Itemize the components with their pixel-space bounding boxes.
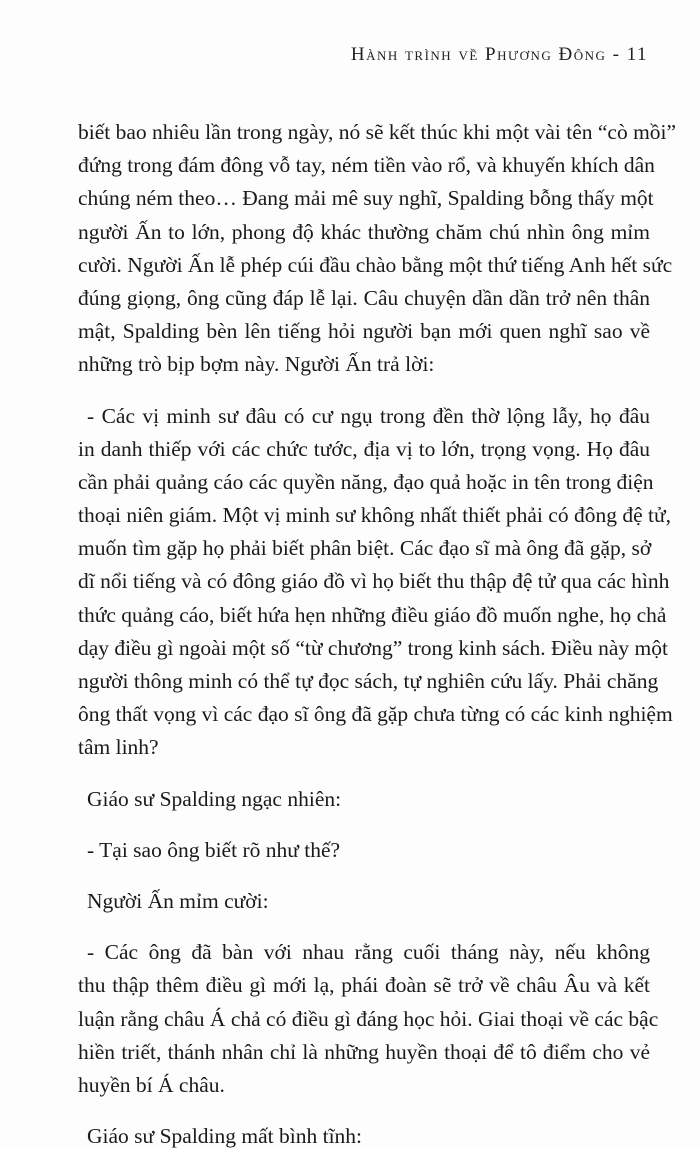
dialogue-line: Giáo sư Spalding ngạc nhiên:	[87, 786, 342, 811]
text-line: muốn tìm gặp họ phải biết phân biệt. Các đạo sĩ mà ông đã gặp, sở	[78, 536, 652, 561]
body-text	[78, 116, 677, 1153]
text-line: hiền triết, thánh nhân chỉ là những huyền thoại để tô điểm cho vẻ	[78, 1039, 650, 1064]
text-line: những trò bịp bợm này. Người Ấn trả lời:	[78, 352, 435, 377]
dialogue-line: - Tại sao ông biết rõ như thế?	[87, 837, 341, 862]
text-line: tâm linh?	[78, 735, 159, 760]
text-line: thoại niên giám. Một vị minh sư không nhất thiết phải có đông đệ tử,	[78, 503, 671, 528]
paragraph	[78, 116, 677, 382]
text-line: in danh thiếp với các chức tước, địa vị to lớn, trọng vọng. Họ đâu	[78, 436, 650, 461]
text-line: chúng ném theo… Đang mải mê suy nghĩ, Spalding bỗng thấy một	[78, 186, 654, 211]
text-line: huyền bí Á châu.	[78, 1072, 225, 1097]
text-line: cười. Người Ấn lễ phép cúi đầu chào bằng một thứ tiếng Anh hết sức	[78, 252, 673, 277]
text-line: mật, Spalding bèn lên tiếng hỏi người bạn mới quen nghĩ sao về	[78, 319, 650, 344]
text-line: đúng giọng, ông cũng đáp lễ lại. Câu chuyện dần dần trở nên thân	[78, 285, 650, 310]
paragraph	[78, 400, 673, 765]
text-line: biết bao nhiêu lần trong ngày, nó sẽ kết thúc khi một vài tên “cò mồi”	[78, 120, 677, 144]
text-line: thu thập thêm điều gì mới lạ, phái đoàn sẽ trở về châu Âu và kết	[78, 973, 650, 998]
dialogue-line: Người Ấn mỉm cười:	[87, 888, 269, 913]
text-line: cần phải quảng cáo các quyền năng, đạo quả hoặc in tên trong điện	[78, 469, 654, 494]
paragraph	[78, 936, 659, 1102]
dialogue-line: Giáo sư Spalding mất bình tĩnh:	[87, 1124, 363, 1149]
text-line: thức quảng cáo, biết hứa hẹn những điều giáo đồ muốn nghe, họ chả	[78, 602, 667, 627]
running-header: Hành trình về Phương Đông - 11	[350, 44, 648, 65]
text-line: - Các ông đã bàn với nhau rằng cuối tháng này, nếu không	[87, 940, 650, 965]
text-line: luận rằng châu Á chả có điều gì đáng học hỏi. Giai thoại về các bậc	[78, 1006, 659, 1031]
text-line: ông thất vọng vì các đạo sĩ ông đã gặp chưa từng có các kinh nghiệm	[78, 702, 673, 727]
text-line: đứng trong đám đông vỗ tay, ném tiền vào rổ, và khuyến khích dân	[78, 153, 655, 178]
text-line: - Các vị minh sư đâu có cư ngụ trong đền thờ lộng lẫy, họ đâu	[87, 403, 650, 428]
text-line: người Ấn to lớn, phong độ khác thường chăm chú nhìn ông mỉm	[78, 219, 650, 244]
text-line: người thông minh có thể tự đọc sách, tự nghiên cứu lấy. Phải chăng	[78, 669, 659, 693]
text-line: dạy điều gì ngoài một số “từ chương” trong kinh sách. Điều này một	[78, 635, 668, 660]
text-line: dĩ nổi tiếng và có đông giáo đồ vì họ biết thu thập đệ tử qua các hình	[78, 569, 670, 594]
